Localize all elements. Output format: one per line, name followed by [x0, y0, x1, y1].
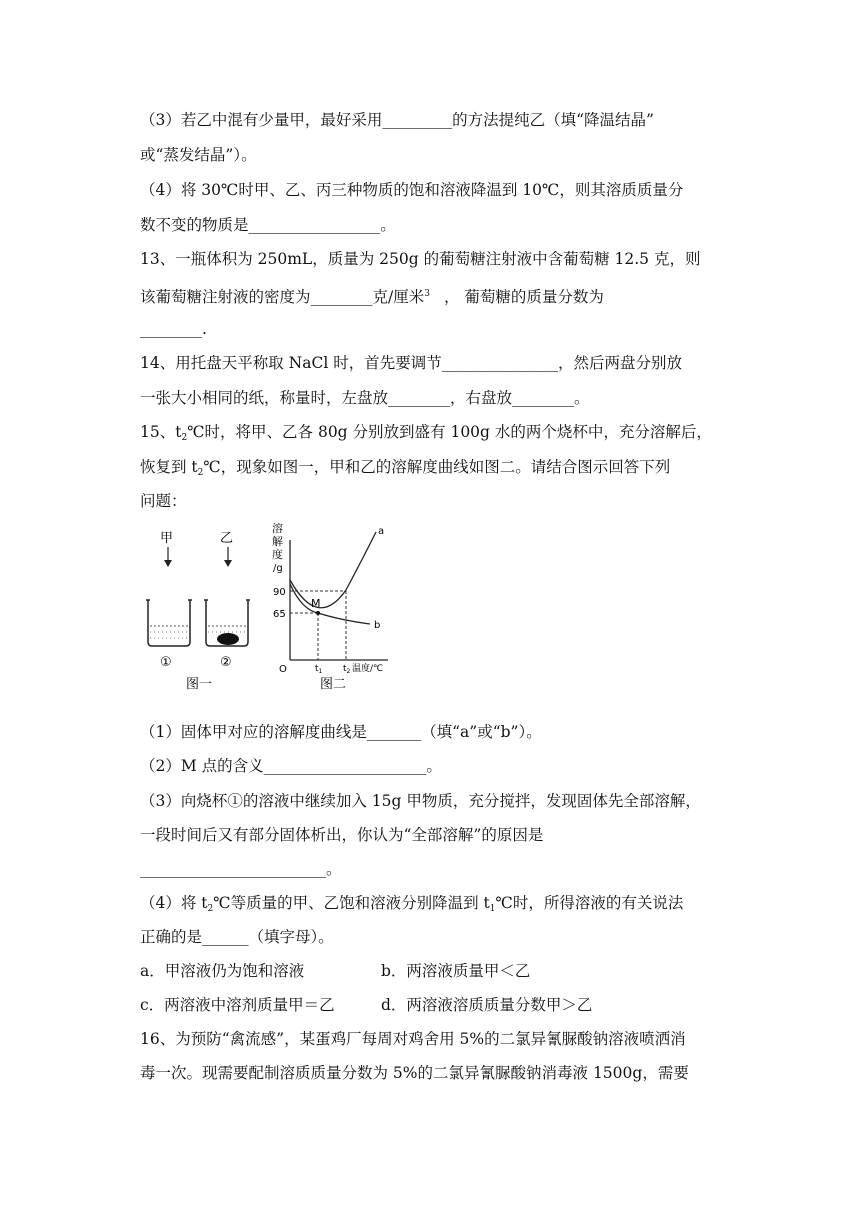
line-6-sup: 3	[424, 289, 430, 299]
line-11	[140, 457, 670, 483]
beaker-2-number: ②	[220, 655, 232, 670]
line-11-a: 恢复到 t	[140, 458, 198, 476]
figure-2-caption: 图二	[320, 677, 347, 692]
y-axis-label-1: 溶	[272, 522, 283, 535]
line-6	[140, 284, 604, 307]
point-m	[316, 611, 320, 615]
line-8: 14、用托盘天平称取 NaCl 时，首先要调节_______________，然后两盘分别放	[140, 354, 682, 372]
y-tick-65: 65	[273, 609, 286, 620]
line-10	[140, 422, 712, 448]
line-10-a: 15、t	[140, 423, 182, 441]
line-7: ________.	[140, 320, 207, 338]
line-10-b: ℃时，将甲、乙各 80g 分别放到盛有 100g 水的两个烧杯中，充分溶解后，	[187, 423, 712, 441]
line-9: 一张大小相同的纸，称量时，左盘放________，右盘放________。	[140, 389, 590, 407]
line-6-part-a: 该葡萄糖注射液的密度为________克/厘米	[140, 288, 425, 306]
question-4-line-2: 正确的是______（填字母）。	[140, 928, 334, 946]
y-axis-label-2: 解	[272, 535, 283, 548]
q4-sub-1: 1	[489, 904, 496, 914]
line-10-sub: 2	[181, 433, 188, 443]
solubility-figure	[140, 520, 430, 700]
line-3: （4）将 30℃时甲、乙、丙三种物质的饱和溶液降温到 10℃，则其溶质质量分	[140, 181, 684, 199]
origin-label: O	[279, 664, 287, 675]
y-axis-label-3: 度	[272, 548, 283, 561]
curve-b	[290, 584, 370, 624]
beaker-1-label: 甲	[160, 531, 174, 546]
option-d: d．两溶液溶质质量分数甲＞乙	[381, 996, 593, 1014]
line-5: 13、一瓶体积为 250mL，质量为 250g 的葡萄糖注射液中含葡萄糖 12.5 克，则	[140, 250, 701, 268]
line-2: 或“蒸发结晶”）。	[140, 146, 257, 164]
line-6-part-b: ， 葡萄糖的质量分数为	[443, 288, 604, 306]
beaker-2-label: 乙	[220, 531, 234, 546]
y-axis-label-4: /g	[273, 563, 283, 574]
curve-a-label: a	[378, 526, 385, 537]
beaker-1	[146, 600, 192, 646]
line-16b: 毒一次。现需要配制溶质质量分数为 5%的二氯异氰脲酸钠消毒液 1500g，需要	[140, 1064, 689, 1082]
question-3-line-2: 一段时间后又有部分固体析出，你认为“全部溶解”的原因是	[140, 826, 544, 844]
option-c: c．两溶液中溶剂质量甲＝乙	[140, 996, 335, 1014]
q4-part-3: ℃时，所得溶液的有关说法	[495, 894, 684, 912]
question-1: （1）固体甲对应的溶解度曲线是_______（填“a”或“b”）。	[140, 723, 542, 741]
point-m-label: M	[311, 597, 321, 610]
undissolved-solid	[217, 633, 239, 645]
line-12: 问题：	[140, 492, 187, 510]
beaker-2	[204, 600, 250, 646]
curve-b-label: b	[374, 620, 381, 631]
x-axis-label: 温度/℃	[352, 664, 384, 674]
curve-a	[290, 532, 376, 608]
line-16a: 16、为预防“禽流感”，某蛋鸡厂每周对鸡舍用 5%的二氯异氰脲酸钠溶液喷洒消	[140, 1030, 686, 1048]
line-11-b: ℃，现象如图一，甲和乙的溶解度曲线如图二。请结合图示回答下列	[203, 458, 671, 476]
figure-1-caption: 图一	[186, 677, 213, 692]
x-tick-t2: $t_2$	[343, 664, 351, 675]
question-2: （2）M 点的含义_____________________。	[140, 757, 442, 775]
line-1: （3）若乙中混有少量甲，最好采用_________的方法提纯乙（填“降温结晶”	[140, 111, 654, 129]
q4-part-1: （4）将 t	[140, 894, 208, 912]
y-tick-90: 90	[273, 587, 286, 598]
option-b: b．两溶液质量甲＜乙	[381, 962, 531, 980]
question-3-line-3: ________________________。	[140, 860, 342, 878]
x-tick-t1: $t_1$	[315, 664, 323, 675]
option-a: a．甲溶液仍为饱和溶液	[140, 962, 305, 980]
line-11-sub: 2	[197, 468, 204, 478]
question-4-line-1	[140, 893, 683, 919]
question-3-line-1: （3）向烧杯①的溶液中继续加入 15g 甲物质，充分搅拌，发现固体先全部溶解，	[140, 792, 701, 810]
q4-part-2: ℃等质量的甲、乙饱和溶液分别降温到 t	[213, 894, 490, 912]
line-4: 数不变的物质是_________________。	[140, 216, 396, 234]
q4-sub-2: 2	[207, 904, 214, 914]
beaker-1-number: ①	[160, 655, 172, 670]
